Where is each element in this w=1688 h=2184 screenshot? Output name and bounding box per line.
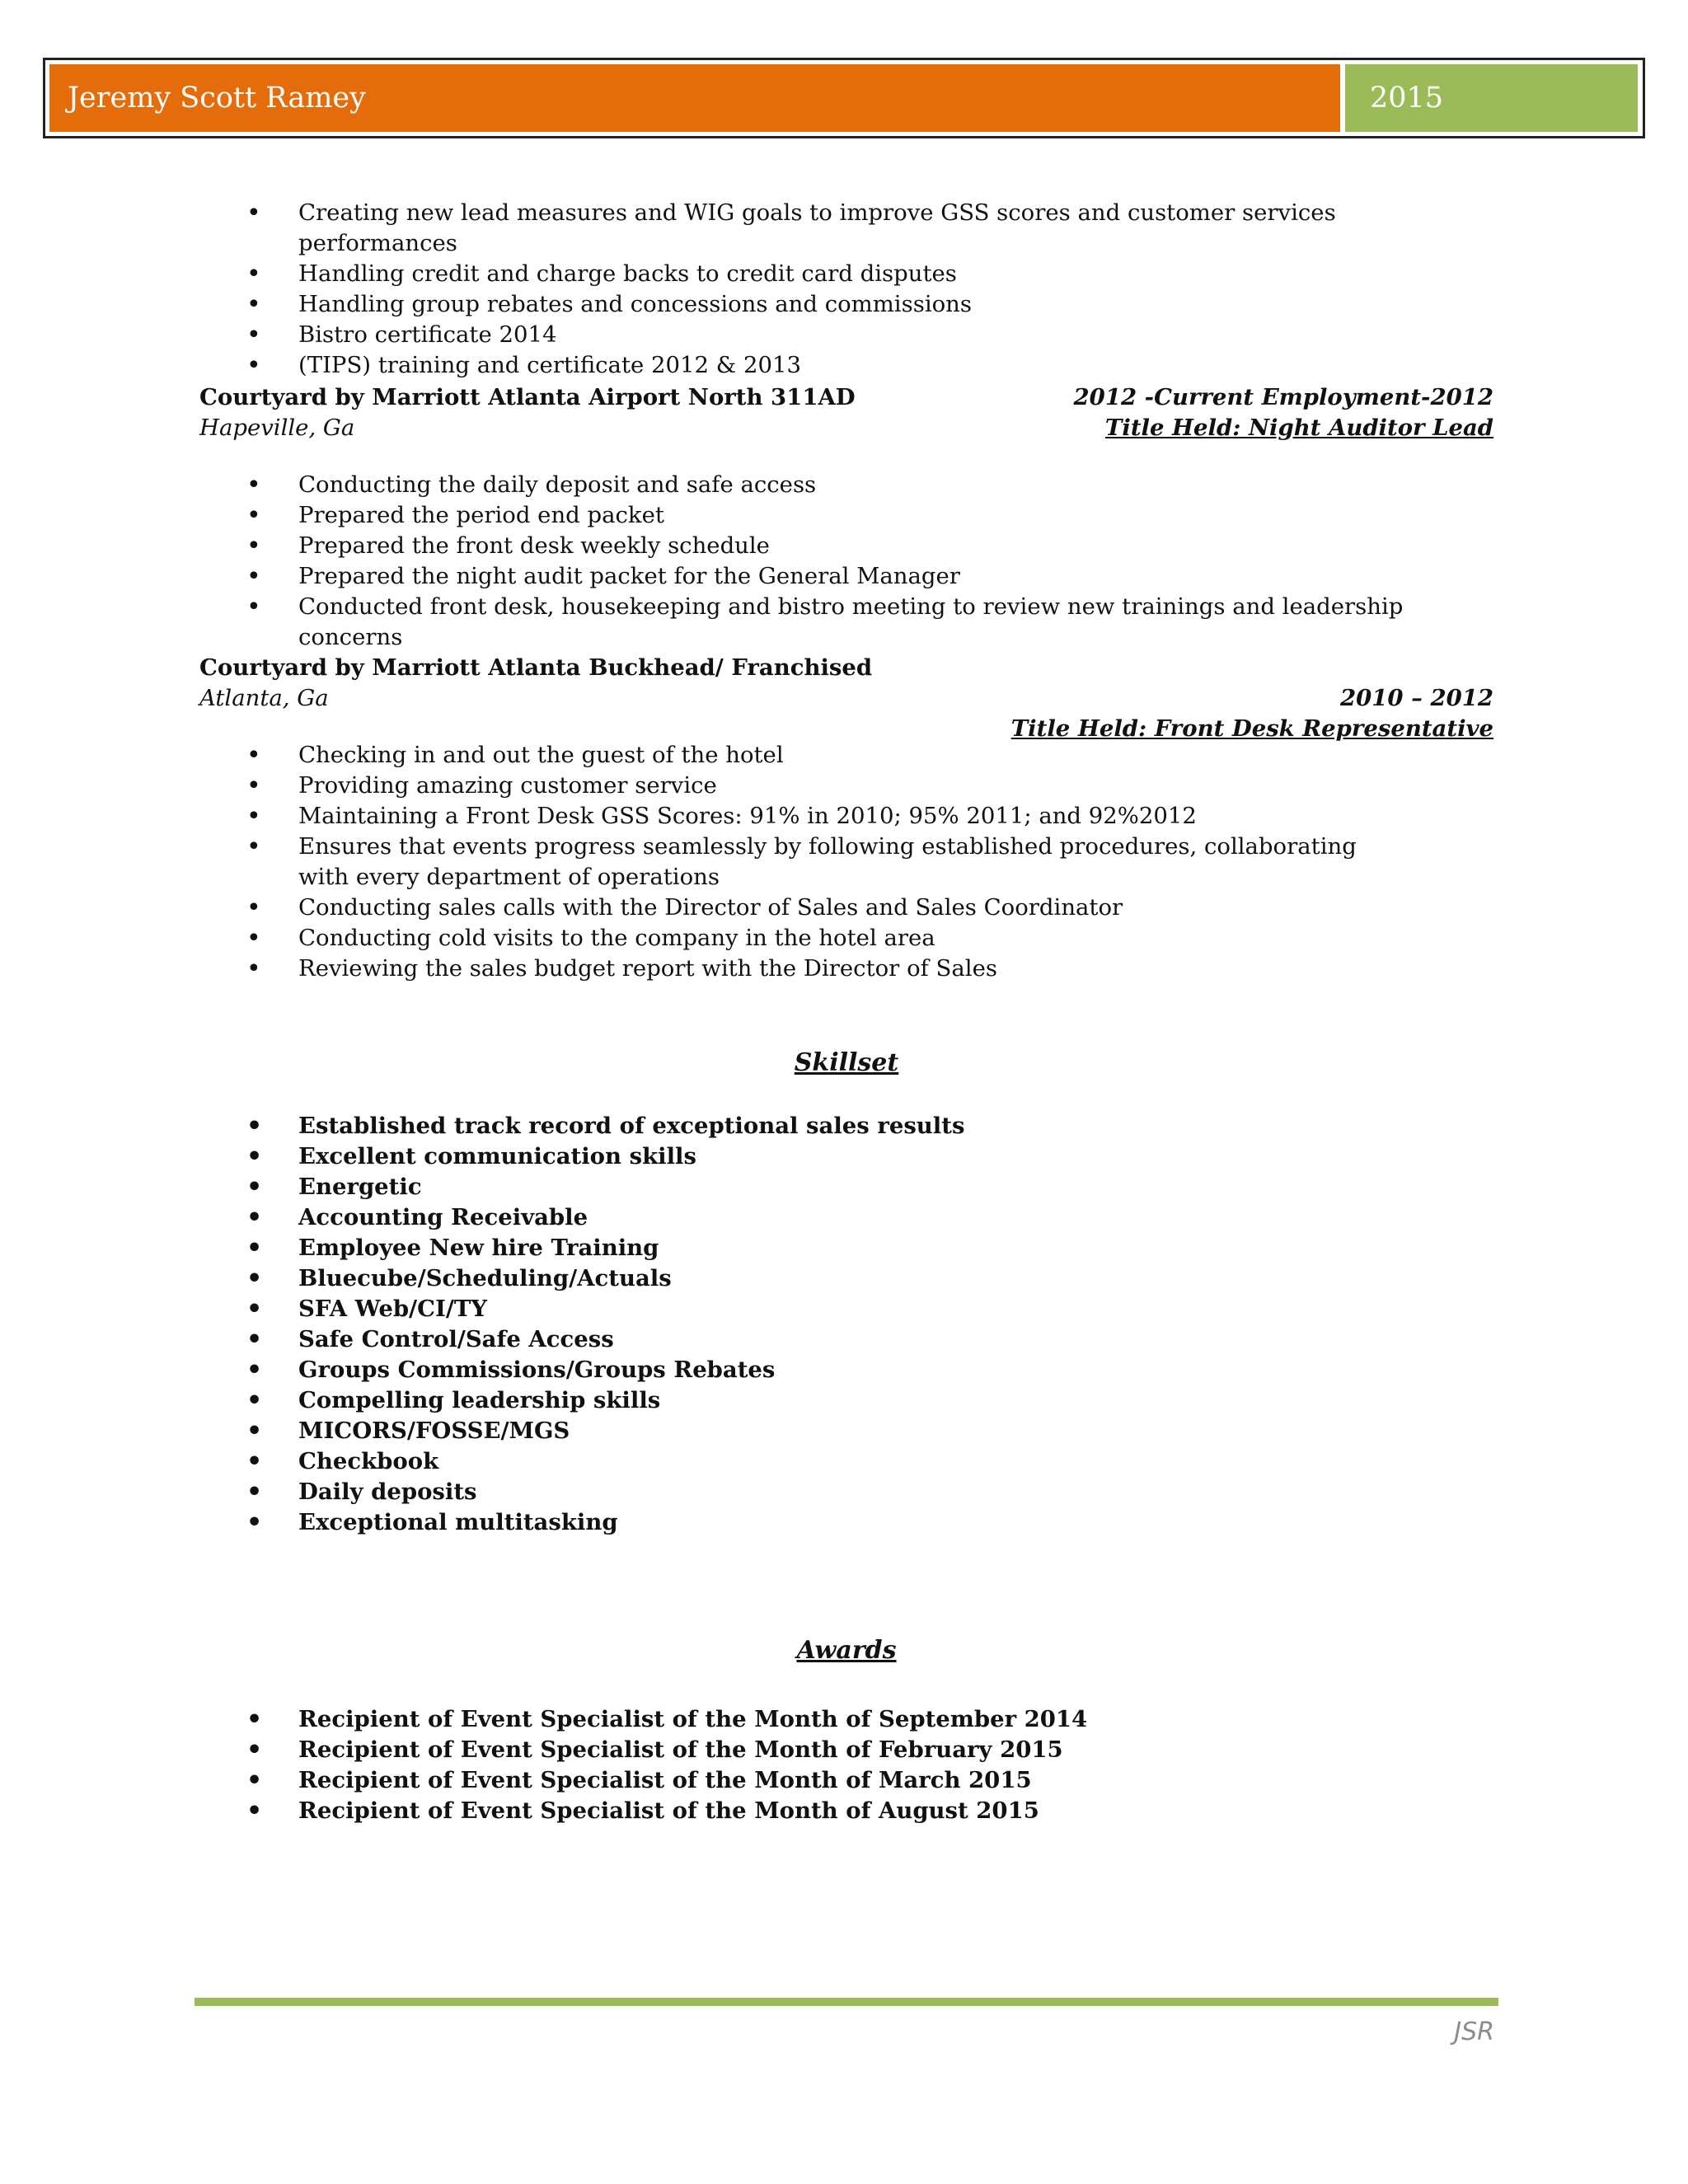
list-item: • Ensures that events progress seamlessly by following established procedures, collaborating with every department of operations [199,832,1493,893]
job-title: Title Held: Night Auditor Lead [1104,415,1493,441]
list-item: • Prepared the night audit packet for the General Manager [199,561,1493,592]
job-entry-2 [199,653,1493,744]
job-dates: 2012 -Current Employment-2012 [1073,384,1493,410]
list-item: • Accounting Receivable [199,1202,1493,1233]
list-item: • Providing amazing customer service [199,771,1493,801]
list-item: • Groups Commissions/Groups Rebates [199,1355,1493,1385]
list-item: • Recipient of Event Specialist of the Month of February 2015 [199,1735,1493,1765]
list-item: • Safe Control/Safe Access [199,1324,1493,1355]
list-item: • Conducting the daily deposit and safe access [199,470,1493,500]
list-item: • Recipient of Event Specialist of the Month of August 2015 [199,1796,1493,1826]
job2-bullet-list [199,740,1493,984]
list-item: • Creating new lead measures and WIG goals to improve GSS scores and customer services performances [199,198,1493,259]
list-item: • Bluecube/Scheduling/Actuals [199,1263,1493,1294]
list-item: • Compelling leadership skills [199,1385,1493,1416]
list-item: • Conducting sales calls with the Director of Sales and Sales Coordinator [199,893,1493,923]
list-item: • Energetic [199,1172,1493,1202]
job-location: Hapeville, Ga [199,415,355,441]
header-year: 2015 [1345,64,1638,132]
list-item: • Recipient of Event Specialist of the Month of September 2014 [199,1704,1493,1735]
job-company: Courtyard by Marriott Atlanta Airport North 311AD [199,384,856,410]
skillset-heading: Skillset [794,1048,899,1077]
intro-bullet-list [199,198,1493,381]
list-item: • Handling group rebates and concessions and commissions [199,289,1493,320]
list-item: • Employee New hire Training [199,1233,1493,1263]
list-item: • Exceptional multitasking [199,1507,1493,1538]
job-company: Courtyard by Marriott Atlanta Buckhead/ Franchised [199,654,873,681]
awards-heading: Awards [796,1636,897,1665]
list-item: • Bistro certificate 2014 [199,320,1493,350]
list-item: • (TIPS) training and certificate 2012 & 2013 [199,350,1493,381]
list-item: • MICORS/FOSSE/MGS [199,1416,1493,1446]
skillset-list [199,1111,1493,1538]
list-item: • Reviewing the sales budget report with the Director of Sales [199,954,1493,984]
list-item: • Established track record of exceptional sales results [199,1111,1493,1141]
job-title: Title Held: Front Desk Representative [1010,715,1493,742]
list-item: • Maintaining a Front Desk GSS Scores: 91% in 2010; 95% 2011; and 92%2012 [199,801,1493,832]
awards-list [199,1704,1493,1826]
list-item: • Handling credit and charge backs to credit card disputes [199,259,1493,289]
list-item: • Checking in and out the guest of the hotel [199,740,1493,771]
footer-rule [195,1998,1498,2006]
list-item: • Excellent communication skills [199,1141,1493,1172]
list-item: • SFA Web/CI/TY [199,1294,1493,1324]
list-item: • Prepared the front desk weekly schedule [199,531,1493,561]
list-item: • Checkbook [199,1446,1493,1477]
header-name: Jeremy Scott Ramey [49,64,1340,132]
list-item: • Daily deposits [199,1477,1493,1507]
job1-bullet-list [199,470,1493,653]
list-item: • Recipient of Event Specialist of the Month of March 2015 [199,1765,1493,1796]
list-item: • Conducting cold visits to the company in the hotel area [199,923,1493,954]
job-entry-1 [199,382,1493,443]
job-dates: 2010 – 2012 [1340,685,1493,711]
list-item: • Prepared the period end packet [199,500,1493,531]
list-item: • Conducted front desk, housekeeping and bistro meeting to review new trainings and leadership concerns [199,592,1493,653]
job-location: Atlanta, Ga [199,685,329,711]
footer-initials: JSR [1454,2018,1494,2046]
